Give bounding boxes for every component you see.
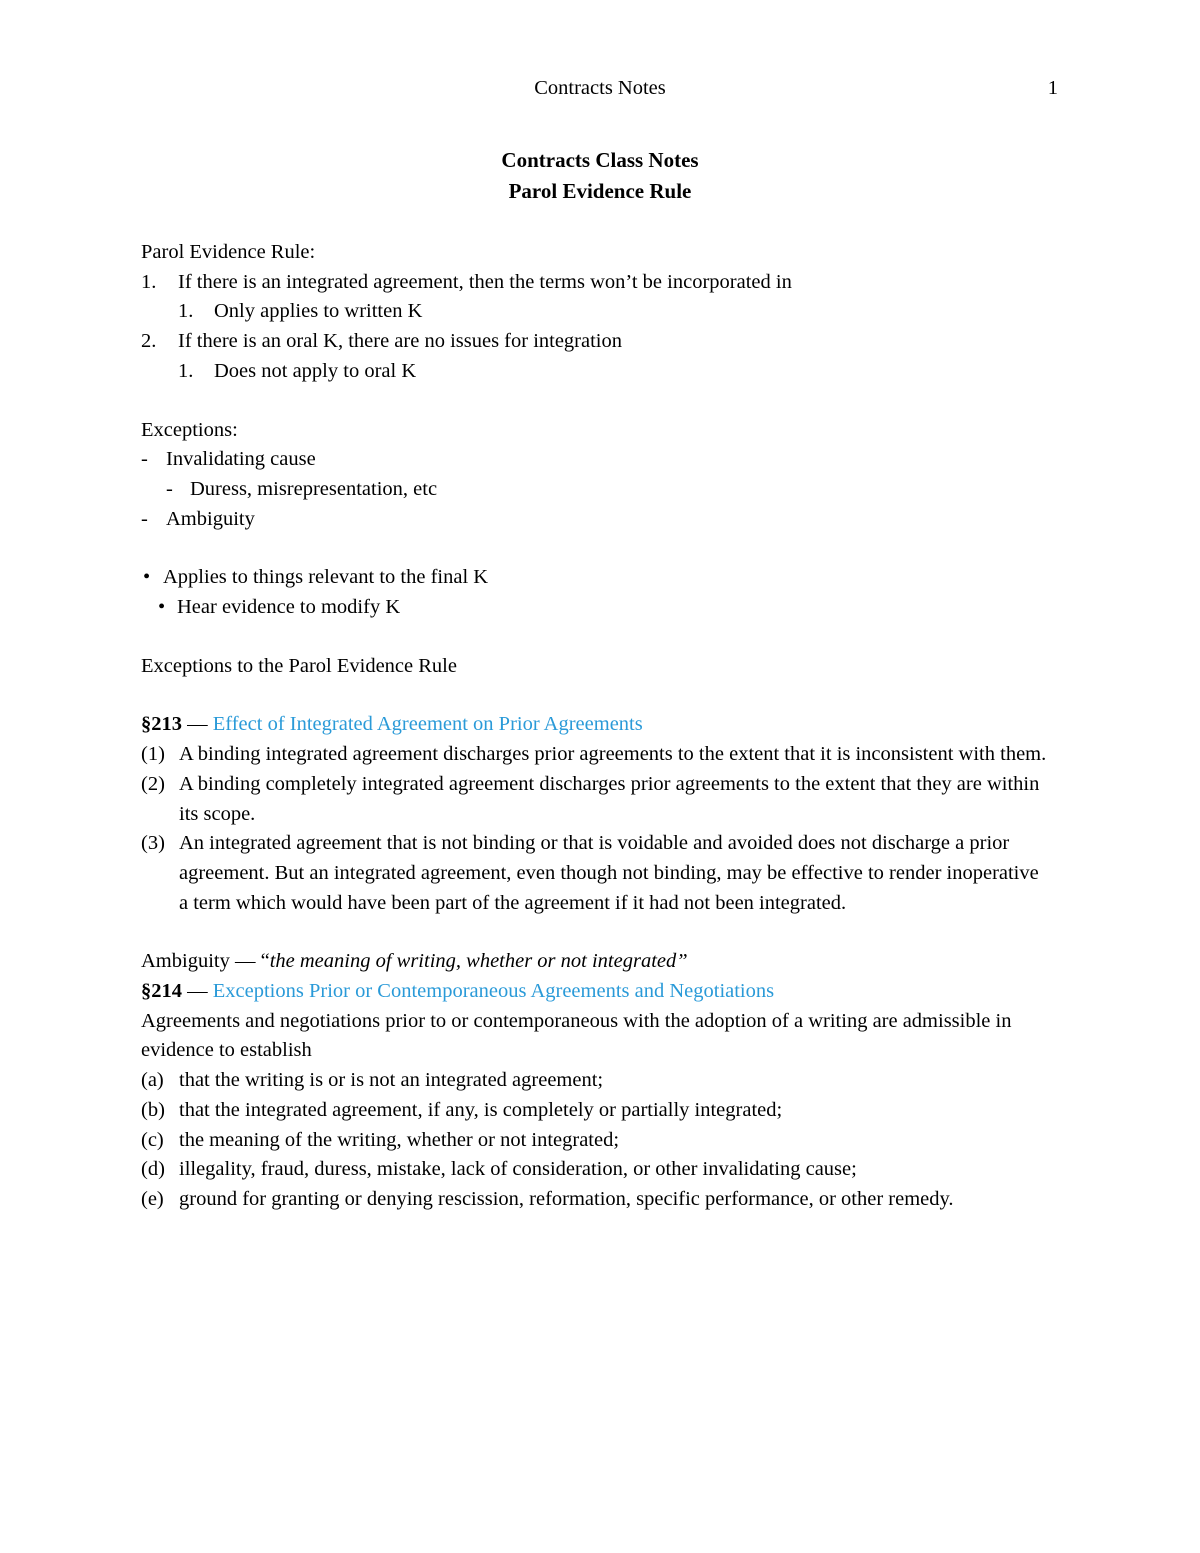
paragraph-label: (1) <box>141 743 165 766</box>
lettered-paragraph <box>141 1066 1061 1096</box>
paragraph-text: illegality, fraud, duress, mistake, lack of consideration, or other invalidating cause; <box>179 1158 857 1181</box>
section-214-intro: Agreements and negotiations prior to or contemporaneous with the adoption of a writing are admissible in evidence to establish <box>141 1009 1012 1062</box>
section-number: §214 <box>141 980 182 1003</box>
exceptions-heading: Exceptions: <box>141 418 238 441</box>
dash-bullet-icon: - <box>141 507 148 530</box>
list-item-text: If there is an oral K, there are no issues for integration <box>178 330 623 353</box>
lettered-paragraph <box>141 1185 1061 1215</box>
dash-bullet-icon: - <box>141 448 148 471</box>
list-item <box>141 327 1061 357</box>
dash-list-item <box>141 445 1061 475</box>
document-title <box>0 145 1200 206</box>
document-title-line-2: Parol Evidence Rule <box>508 178 692 203</box>
list-item-text: Does not apply to oral K <box>214 359 417 382</box>
list-number: 2. <box>141 330 157 353</box>
list-subitem <box>141 297 1061 327</box>
ambiguity-line <box>141 947 1061 977</box>
paragraph-text: the meaning of the writing, whether or not integrated; <box>179 1128 620 1151</box>
list-item-text: Hear evidence to modify K <box>177 596 401 619</box>
list-item-text: Ambiguity <box>166 507 255 530</box>
paragraph-label: (c) <box>141 1128 164 1151</box>
spacer <box>141 918 1061 947</box>
paragraph-text: A binding integrated agreement discharges prior agreements to the extent that it is inconsistent with them. <box>179 743 1047 766</box>
ambiguity-label: Ambiguity — “ <box>141 950 270 973</box>
section-title-link[interactable]: Exceptions Prior or Contemporaneous Agreements and Negotiations <box>212 980 775 1003</box>
section-title-link[interactable]: Effect of Integrated Agreement on Prior Agreements <box>212 713 643 736</box>
section-dash: — <box>182 713 213 736</box>
list-number: 1. <box>178 359 194 382</box>
list-item-text: Invalidating cause <box>166 448 316 471</box>
numbered-paragraph <box>141 829 1061 918</box>
spacer <box>141 681 1061 710</box>
list-item <box>141 268 1061 298</box>
list-subitem <box>141 357 1061 387</box>
per-heading: Parol Evidence Rule: <box>141 241 316 263</box>
lettered-paragraph <box>141 1126 1061 1156</box>
numbered-paragraph <box>141 770 1061 829</box>
paragraph-text: An integrated agreement that is not binding or that is voidable and avoided does not discharge a prior agreement. But an integrated agreement, even though not binding, may be effective to render inoperative a term which would have been part of the agreement if it had not been integrated. <box>179 832 1039 914</box>
list-number: 1. <box>178 300 194 323</box>
spacer <box>141 387 1061 416</box>
exceptions-per-heading: Exceptions to the Parol Evidence Rule <box>141 654 457 677</box>
paragraph-text: that the integrated agreement, if any, is completely or partially integrated; <box>179 1098 783 1121</box>
bullet-icon: • <box>143 566 151 589</box>
list-item-text: Duress, misrepresentation, etc <box>190 477 438 500</box>
paragraph-text: that the writing is or is not an integrated agreement; <box>179 1069 604 1092</box>
bullet-icon: • <box>158 596 166 619</box>
page-number: 1 <box>1047 77 1058 99</box>
paragraph-label: (d) <box>141 1158 165 1181</box>
list-number: 1. <box>141 270 157 293</box>
paragraph-text: A binding completely integrated agreement discharges prior agreements to the extent that they are within its scope. <box>179 772 1040 825</box>
lettered-paragraph <box>141 1155 1061 1185</box>
paragraph-label: (2) <box>141 772 165 795</box>
section-dash: — <box>182 980 213 1003</box>
running-header-title: Contracts Notes <box>534 77 666 99</box>
bullet-list-item <box>141 563 1061 593</box>
ambiguity-quote: the meaning of writing, whether or not integrated” <box>269 950 688 973</box>
bullet-list-subitem <box>141 593 1061 623</box>
spacer <box>141 623 1061 652</box>
list-item-text: Only applies to written K <box>214 300 423 323</box>
list-item-text: Applies to things relevant to the final K <box>163 566 489 589</box>
dash-list-item <box>141 505 1061 535</box>
list-item-text: If there is an integrated agreement, then the terms won’t be incorporated in <box>178 270 792 293</box>
paragraph-label: (b) <box>141 1098 165 1121</box>
document-body <box>141 238 1061 1215</box>
section-number: §213 <box>141 713 182 736</box>
paragraph-label: (a) <box>141 1069 164 1092</box>
paragraph-text: ground for granting or denying rescission, reformation, specific performance, or other remedy. <box>179 1187 954 1210</box>
numbered-paragraph <box>141 740 1061 770</box>
dash-list-subitem <box>141 475 1061 505</box>
paragraph-label: (3) <box>141 832 165 855</box>
dash-bullet-icon: - <box>166 477 173 500</box>
section-214-heading <box>141 977 1061 1007</box>
paragraph-label: (e) <box>141 1187 164 1210</box>
spacer <box>141 534 1061 563</box>
lettered-paragraph <box>141 1096 1061 1126</box>
document-title-line-1: Contracts Class Notes <box>501 148 699 172</box>
section-213-heading <box>141 710 1061 740</box>
